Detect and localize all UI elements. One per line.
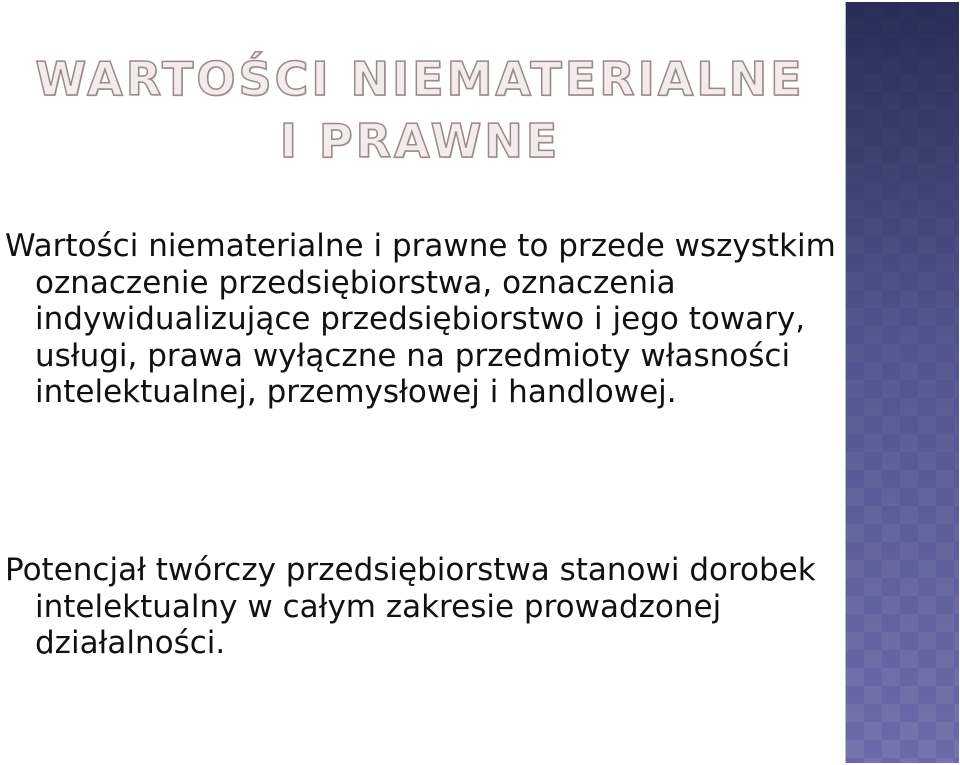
slide-title: WARTOŚCI NIEMATERIALNE I PRAWNE xyxy=(35,52,805,168)
decorative-side-band xyxy=(845,2,959,763)
paragraph-potential: Potencjał twórczy przedsiębiorstwa stanowi dorobek intelektualny w całym zakresie prowadzonej działalności. xyxy=(5,552,816,661)
paragraph-definition: Wartości niematerialne i prawne to przede wszystkim oznaczenie przedsiębiorstwa, oznaczenia indywidualizujące przedsiębiorstwo i jego towary, usługi, prawa wyłączne na przedmioty własności intelektualnej, przemysłowej i handlowej. xyxy=(5,228,836,410)
